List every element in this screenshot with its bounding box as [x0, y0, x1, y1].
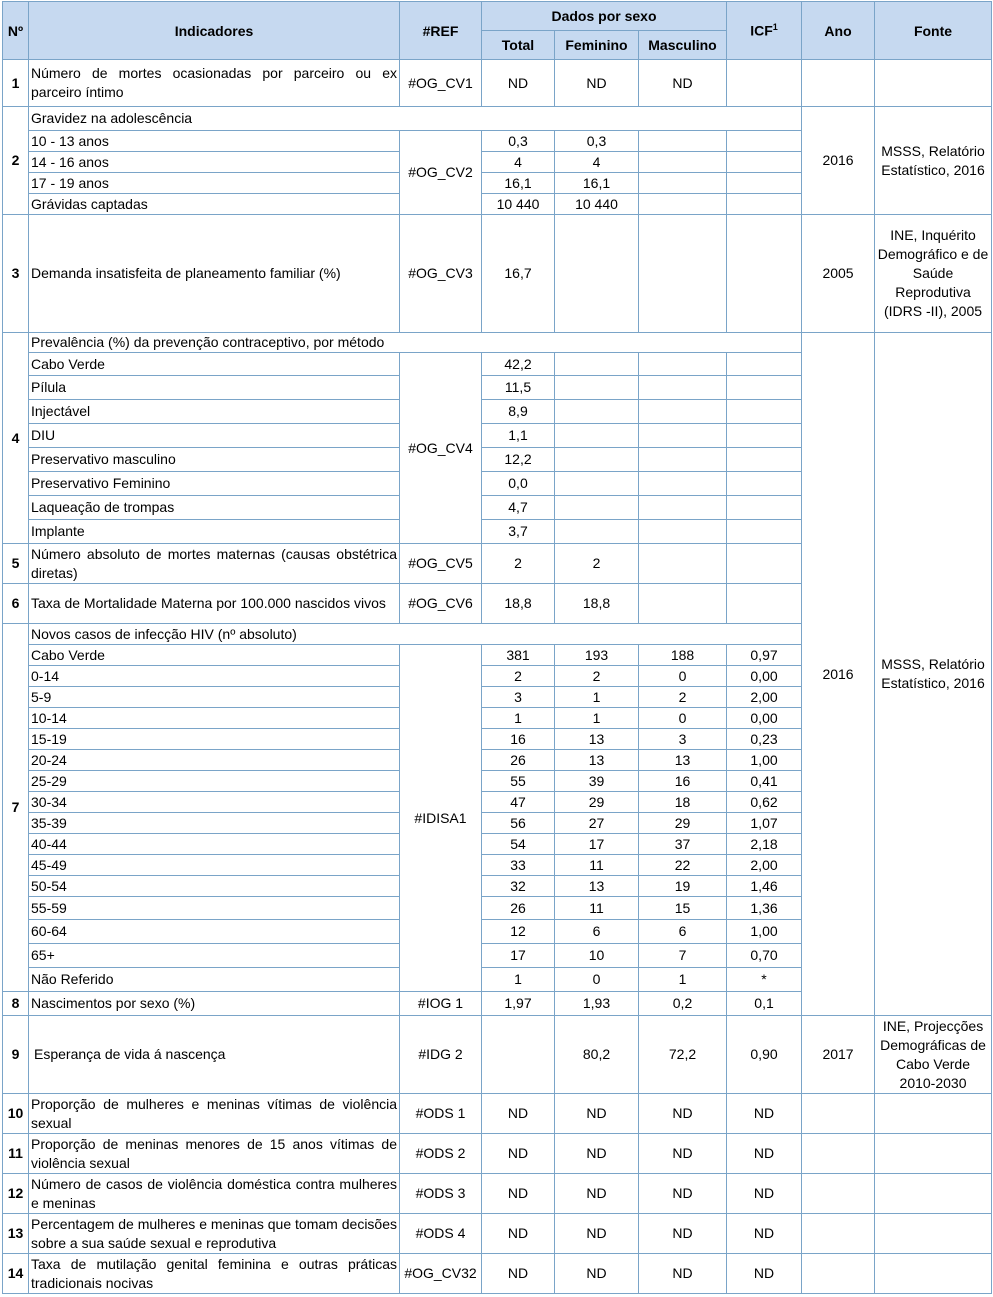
table-row: [3, 60, 992, 107]
ref-code: #IDG 2: [400, 1016, 482, 1094]
sub-indicator-label: 35-39: [29, 813, 400, 834]
icf-value: 2,00: [727, 687, 802, 708]
total-value: 32: [482, 876, 555, 897]
masculino-value: [639, 353, 727, 376]
masculino-value: 13: [639, 750, 727, 771]
feminino-value: [555, 496, 639, 520]
feminino-value: [555, 424, 639, 448]
total-value: 12,2: [482, 448, 555, 472]
total-value: ND: [482, 1134, 555, 1174]
total-value: 54: [482, 834, 555, 855]
total-value: 1: [482, 708, 555, 729]
indicator-label: Demanda insatisfeita de planeamento familiar (%): [29, 215, 400, 333]
masculino-value: [639, 496, 727, 520]
indicator-label: Esperança de vida á nascença: [29, 1016, 400, 1094]
icf-value: ND: [727, 1094, 802, 1134]
header-icf-footnote: 1: [772, 22, 778, 33]
indicator-label: Número de mortes ocasionadas por parceiro ou ex parceiro íntimo: [29, 60, 400, 107]
masculino-value: [639, 448, 727, 472]
masculino-value: [639, 131, 727, 152]
row-number: 14: [3, 1254, 29, 1294]
masculino-value: 7: [639, 944, 727, 968]
masculino-value: 37: [639, 834, 727, 855]
masculino-value: [639, 152, 727, 173]
ref-code: #ODS 4: [400, 1214, 482, 1254]
masculino-value: [639, 400, 727, 424]
ano-value: 2016: [802, 333, 875, 1016]
indicator-label: Nascimentos por sexo (%): [29, 992, 400, 1016]
ano-value: [802, 1254, 875, 1294]
total-value: 2: [482, 666, 555, 687]
feminino-value: 6: [555, 920, 639, 944]
feminino-value: 1,93: [555, 992, 639, 1016]
feminino-value: [555, 448, 639, 472]
ref-code: #OG_CV5: [400, 544, 482, 584]
fonte-value: [875, 1254, 992, 1294]
feminino-value: ND: [555, 1094, 639, 1134]
total-value: 2: [482, 544, 555, 584]
ano-value: [802, 1134, 875, 1174]
masculino-value: 1: [639, 968, 727, 992]
sub-indicator-label: Grávidas captadas: [29, 194, 400, 215]
icf-value: [727, 152, 802, 173]
fonte-value: [875, 1094, 992, 1134]
total-value: 26: [482, 897, 555, 920]
feminino-value: [555, 353, 639, 376]
masculino-value: ND: [639, 1134, 727, 1174]
header-ano: Ano: [802, 2, 875, 60]
masculino-value: ND: [639, 1254, 727, 1294]
icf-value: ND: [727, 1214, 802, 1254]
icf-value: [727, 496, 802, 520]
header-masculino: Masculino: [639, 31, 727, 60]
icf-value: 0,62: [727, 792, 802, 813]
row-number: 9: [3, 1016, 29, 1094]
feminino-value: [555, 376, 639, 400]
total-value: 18,8: [482, 584, 555, 624]
row-number: 10: [3, 1094, 29, 1134]
row-number: 13: [3, 1214, 29, 1254]
ref-code: #OG_CV1: [400, 60, 482, 107]
group-title: Prevalência (%) da prevenção contraceptivo, por método: [29, 333, 802, 353]
total-value: 3: [482, 687, 555, 708]
masculino-value: 18: [639, 792, 727, 813]
sub-indicator-label: Implante: [29, 520, 400, 544]
sub-indicator-label: Preservativo masculino: [29, 448, 400, 472]
masculino-value: 188: [639, 645, 727, 666]
icf-value: 1,00: [727, 750, 802, 771]
masculino-value: 29: [639, 813, 727, 834]
masculino-value: 19: [639, 876, 727, 897]
feminino-value: 10 440: [555, 194, 639, 215]
row-number: 7: [3, 624, 29, 992]
icf-value: [727, 173, 802, 194]
sub-indicator-label: 17 - 19 anos: [29, 173, 400, 194]
sub-indicator-label: Não Referido: [29, 968, 400, 992]
sub-indicator-label: 15-19: [29, 729, 400, 750]
total-value: 16: [482, 729, 555, 750]
total-value: 33: [482, 855, 555, 876]
masculino-value: [639, 520, 727, 544]
sub-indicator-label: DIU: [29, 424, 400, 448]
total-value: [482, 1016, 555, 1094]
total-value: 26: [482, 750, 555, 771]
row-number: 2: [3, 107, 29, 215]
total-value: 56: [482, 813, 555, 834]
sub-indicator-label: 20-24: [29, 750, 400, 771]
fonte-value: [875, 1214, 992, 1254]
feminino-value: 18,8: [555, 584, 639, 624]
masculino-value: ND: [639, 1094, 727, 1134]
total-value: 16,1: [482, 173, 555, 194]
feminino-value: ND: [555, 1174, 639, 1214]
row-number: 5: [3, 544, 29, 584]
icf-value: ND: [727, 1254, 802, 1294]
row-number: 8: [3, 992, 29, 1016]
sub-indicator-label: Pílula: [29, 376, 400, 400]
total-value: ND: [482, 1174, 555, 1214]
icf-value: 0,97: [727, 645, 802, 666]
fonte-value: [875, 1134, 992, 1174]
sub-indicator-label: 10-14: [29, 708, 400, 729]
header-no: Nº: [3, 2, 29, 60]
total-value: 8,9: [482, 400, 555, 424]
icf-value: [727, 376, 802, 400]
indicator-label: Percentagem de mulheres e meninas que tomam decisões sobre a sua saúde sexual e reprodutiva: [29, 1214, 400, 1254]
feminino-value: 17: [555, 834, 639, 855]
masculino-value: [639, 544, 727, 584]
icf-value: [727, 131, 802, 152]
sub-indicator-label: 25-29: [29, 771, 400, 792]
icf-value: *: [727, 968, 802, 992]
table-row: [3, 215, 992, 333]
ref-code: #OG_CV2: [400, 131, 482, 215]
icf-value: 0,1: [727, 992, 802, 1016]
icf-value: ND: [727, 1134, 802, 1174]
icf-value: 1,36: [727, 897, 802, 920]
icf-value: [727, 353, 802, 376]
total-value: 4,7: [482, 496, 555, 520]
indicators-table: [2, 1, 992, 1294]
total-value: 3,7: [482, 520, 555, 544]
table-row: [3, 1254, 992, 1294]
header-total: Total: [482, 31, 555, 60]
icf-value: [727, 194, 802, 215]
icf-value: 1,07: [727, 813, 802, 834]
masculino-value: [639, 472, 727, 496]
feminino-value: ND: [555, 1254, 639, 1294]
ano-value: [802, 1214, 875, 1254]
sub-indicator-label: Cabo Verde: [29, 353, 400, 376]
header-dados-por-sexo: Dados por sexo: [482, 2, 727, 31]
icf-value: [727, 424, 802, 448]
feminino-value: 29: [555, 792, 639, 813]
icf-value: 1,46: [727, 876, 802, 897]
icf-value: 0,41: [727, 771, 802, 792]
feminino-value: 13: [555, 876, 639, 897]
sub-indicator-label: 30-34: [29, 792, 400, 813]
row-number: 11: [3, 1134, 29, 1174]
ref-code: #ODS 1: [400, 1094, 482, 1134]
total-value: ND: [482, 1254, 555, 1294]
feminino-value: 27: [555, 813, 639, 834]
masculino-value: [639, 173, 727, 194]
icf-value: [727, 584, 802, 624]
total-value: 0,0: [482, 472, 555, 496]
feminino-value: 2: [555, 544, 639, 584]
indicator-label: Taxa de mutilação genital feminina e outras práticas tradicionais nocivas: [29, 1254, 400, 1294]
sub-indicator-label: 0-14: [29, 666, 400, 687]
fonte-value: MSSS, Relatório Estatístico, 2016: [875, 333, 992, 1016]
row-number: 1: [3, 60, 29, 107]
feminino-value: ND: [555, 1214, 639, 1254]
row-number: 3: [3, 215, 29, 333]
total-value: ND: [482, 1214, 555, 1254]
sub-indicator-label: 10 - 13 anos: [29, 131, 400, 152]
table-row: [3, 1214, 992, 1254]
icf-value: 0,70: [727, 944, 802, 968]
header-indicadores: Indicadores: [29, 2, 400, 60]
feminino-value: 39: [555, 771, 639, 792]
sub-indicator-label: Injectável: [29, 400, 400, 424]
fonte-value: MSSS, Relatório Estatístico, 2016: [875, 107, 992, 215]
row-number: 12: [3, 1174, 29, 1214]
total-value: 1,97: [482, 992, 555, 1016]
ref-code: #IDISA1: [400, 645, 482, 992]
masculino-value: 3: [639, 729, 727, 750]
total-value: 47: [482, 792, 555, 813]
feminino-value: 1: [555, 708, 639, 729]
ano-value: 2005: [802, 215, 875, 333]
icf-value: [727, 520, 802, 544]
feminino-value: ND: [555, 60, 639, 107]
icf-value: 0,00: [727, 666, 802, 687]
ano-value: 2016: [802, 107, 875, 215]
total-value: 1: [482, 968, 555, 992]
icf-value: [727, 60, 802, 107]
table-row: [3, 1174, 992, 1214]
feminino-value: 16,1: [555, 173, 639, 194]
ano-value: 2017: [802, 1016, 875, 1094]
fonte-value: [875, 60, 992, 107]
icf-value: [727, 400, 802, 424]
masculino-value: [639, 424, 727, 448]
sub-indicator-label: Cabo Verde: [29, 645, 400, 666]
table-row: [3, 333, 992, 353]
row-number: 6: [3, 584, 29, 624]
group-title: Novos casos de infecção HIV (nº absoluto): [29, 624, 802, 645]
total-value: 4: [482, 152, 555, 173]
total-value: 11,5: [482, 376, 555, 400]
indicator-label: Proporção de mulheres e meninas vítimas de violência sexual: [29, 1094, 400, 1134]
masculino-value: [639, 376, 727, 400]
icf-value: ND: [727, 1174, 802, 1214]
masculino-value: 22: [639, 855, 727, 876]
total-value: 55: [482, 771, 555, 792]
total-value: 1,1: [482, 424, 555, 448]
feminino-value: ND: [555, 1134, 639, 1174]
icf-value: 0,90: [727, 1016, 802, 1094]
indicator-label: Número absoluto de mortes maternas (causas obstétrica diretas): [29, 544, 400, 584]
sub-indicator-label: 5-9: [29, 687, 400, 708]
feminino-value: 80,2: [555, 1016, 639, 1094]
feminino-value: 193: [555, 645, 639, 666]
ref-code: #OG_CV6: [400, 584, 482, 624]
indicator-label: Taxa de Mortalidade Materna por 100.000 nascidos vivos: [29, 584, 400, 624]
icf-value: [727, 215, 802, 333]
feminino-value: 0,3: [555, 131, 639, 152]
total-value: 381: [482, 645, 555, 666]
table-row: [3, 107, 992, 131]
ref-code: #ODS 2: [400, 1134, 482, 1174]
sub-indicator-label: 14 - 16 anos: [29, 152, 400, 173]
header-feminino: Feminino: [555, 31, 639, 60]
sub-indicator-label: 60-64: [29, 920, 400, 944]
masculino-value: 6: [639, 920, 727, 944]
total-value: 10 440: [482, 194, 555, 215]
icf-value: [727, 472, 802, 496]
feminino-value: 13: [555, 729, 639, 750]
fonte-value: INE, Projecções Demográficas de Cabo Verde 2010-2030: [875, 1016, 992, 1094]
icf-value: [727, 544, 802, 584]
total-value: 0,3: [482, 131, 555, 152]
total-value: ND: [482, 1094, 555, 1134]
sub-indicator-label: 55-59: [29, 897, 400, 920]
table-row: [3, 1016, 992, 1094]
sub-indicator-label: Preservativo Feminino: [29, 472, 400, 496]
total-value: ND: [482, 60, 555, 107]
masculino-value: 0: [639, 666, 727, 687]
masculino-value: 0,2: [639, 992, 727, 1016]
masculino-value: 15: [639, 897, 727, 920]
total-value: 16,7: [482, 215, 555, 333]
fonte-value: INE, Inquérito Demográfico e de Saúde Reprodutiva (IDRS -II), 2005: [875, 215, 992, 333]
feminino-value: [555, 520, 639, 544]
masculino-value: [639, 584, 727, 624]
masculino-value: 16: [639, 771, 727, 792]
sub-indicator-label: 45-49: [29, 855, 400, 876]
feminino-value: 4: [555, 152, 639, 173]
masculino-value: ND: [639, 60, 727, 107]
masculino-value: ND: [639, 1214, 727, 1254]
header-icf: [727, 2, 802, 60]
indicator-label: Número de casos de violência doméstica contra mulheres e meninas: [29, 1174, 400, 1214]
feminino-value: [555, 400, 639, 424]
group-title: Gravidez na adolescência: [29, 107, 802, 131]
total-value: 12: [482, 920, 555, 944]
ano-value: [802, 60, 875, 107]
indicator-label: Proporção de meninas menores de 15 anos vítimas de violência sexual: [29, 1134, 400, 1174]
feminino-value: 10: [555, 944, 639, 968]
icf-value: 0,23: [727, 729, 802, 750]
table-row: [3, 1094, 992, 1134]
icf-value: 0,00: [727, 708, 802, 729]
icf-value: 2,00: [727, 855, 802, 876]
sub-indicator-label: 50-54: [29, 876, 400, 897]
masculino-value: 2: [639, 687, 727, 708]
header-ref: #REF: [400, 2, 482, 60]
masculino-value: [639, 215, 727, 333]
sub-indicator-label: 65+: [29, 944, 400, 968]
icf-value: 1,00: [727, 920, 802, 944]
feminino-value: 1: [555, 687, 639, 708]
ref-code: #OG_CV32: [400, 1254, 482, 1294]
feminino-value: 11: [555, 897, 639, 920]
sub-indicator-label: 40-44: [29, 834, 400, 855]
icf-value: [727, 448, 802, 472]
fonte-value: [875, 1174, 992, 1214]
ref-code: #IOG 1: [400, 992, 482, 1016]
total-value: 42,2: [482, 353, 555, 376]
masculino-value: 72,2: [639, 1016, 727, 1094]
ref-code: #OG_CV4: [400, 353, 482, 544]
feminino-value: 0: [555, 968, 639, 992]
row-number: 4: [3, 333, 29, 544]
feminino-value: [555, 472, 639, 496]
feminino-value: 2: [555, 666, 639, 687]
table-row: [3, 1134, 992, 1174]
total-value: 17: [482, 944, 555, 968]
ref-code: #OG_CV3: [400, 215, 482, 333]
header-icf-label: ICF: [750, 22, 773, 39]
ref-code: #ODS 3: [400, 1174, 482, 1214]
masculino-value: [639, 194, 727, 215]
header-fonte: Fonte: [875, 2, 992, 60]
ano-value: [802, 1094, 875, 1134]
icf-value: 2,18: [727, 834, 802, 855]
sub-indicator-label: Laqueação de trompas: [29, 496, 400, 520]
feminino-value: [555, 215, 639, 333]
masculino-value: ND: [639, 1174, 727, 1214]
masculino-value: 0: [639, 708, 727, 729]
feminino-value: 13: [555, 750, 639, 771]
feminino-value: 11: [555, 855, 639, 876]
ano-value: [802, 1174, 875, 1214]
